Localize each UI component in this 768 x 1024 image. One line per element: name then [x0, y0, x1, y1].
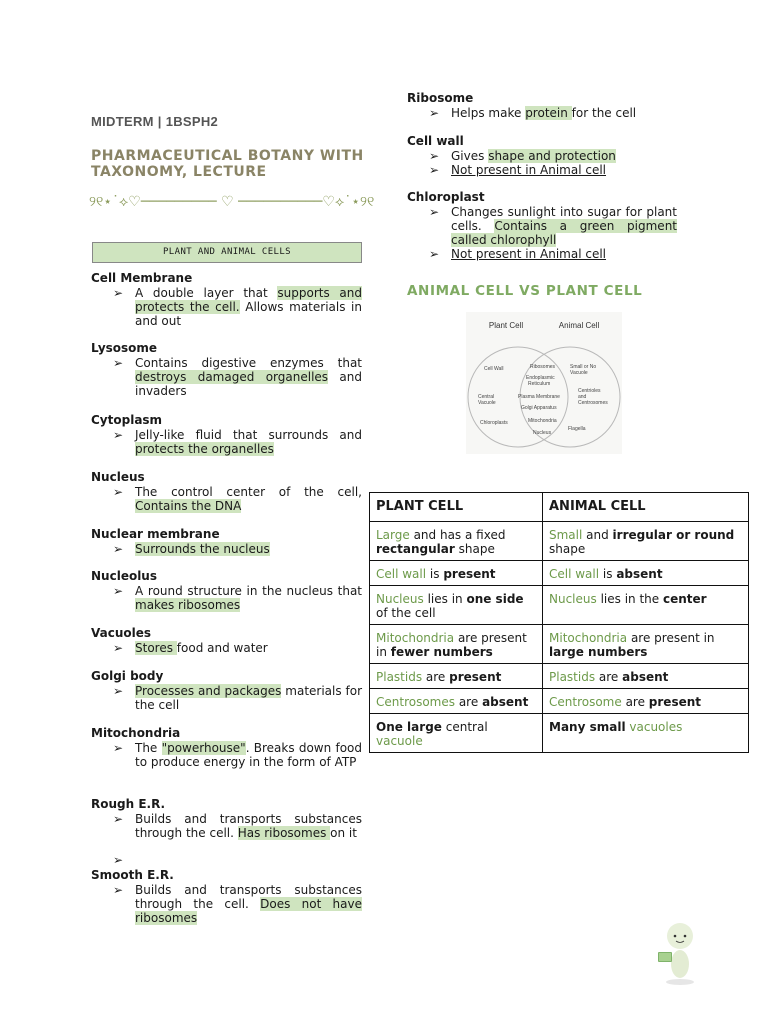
term-bullet — [429, 205, 677, 247]
course-title: PHARMACEUTICAL BOTANY WITH TAXONOMY, LECTURE — [91, 148, 364, 180]
animal-cell-cell: Cell wall is absent — [543, 561, 749, 586]
venn-title-animal: Animal Cell — [558, 321, 600, 330]
term-title: Nucleus — [91, 470, 145, 484]
venn-item-plant: Cell Wall — [484, 366, 504, 372]
term-description: Jelly-like fluid that surrounds and protects the organelles — [135, 428, 362, 456]
table-row — [370, 561, 749, 586]
venn-item-shared: Reticulum — [528, 381, 551, 387]
arrow-bullet-icon: ➢ — [429, 106, 440, 120]
term-description: A double layer that supports and protects the cell. Allows materials in and out — [135, 286, 362, 328]
term-block — [91, 271, 362, 328]
plant-cell-cell: One large central vacuole — [370, 714, 543, 753]
arrow-bullet-icon: ➢ — [113, 356, 124, 370]
term-title: Nucleolus — [91, 569, 157, 583]
term-title: Golgi body — [91, 669, 164, 683]
arrow-bullet-icon: ➢ — [113, 684, 124, 698]
term-title: Nuclear membrane — [91, 527, 220, 541]
term-bullet — [429, 106, 677, 120]
venn-item-shared: Ribosomes — [530, 364, 556, 370]
term-description: Gives shape and protection — [451, 149, 616, 163]
term-bullet — [113, 286, 362, 328]
table-row — [370, 586, 749, 625]
term-description: Builds and transports substances through the cell. Does not have ribosomes — [135, 883, 363, 925]
term-title: Vacuoles — [91, 626, 152, 640]
header-label: MIDTERM — [91, 114, 154, 129]
venn-title-plant: Plant Cell — [488, 321, 524, 330]
animal-cell-cell: Centrosome are present — [543, 689, 749, 714]
term-title: Chloroplast — [407, 190, 485, 204]
term-block — [91, 868, 362, 925]
arrow-bullet-icon: ➢ — [113, 853, 124, 867]
table-row — [370, 625, 749, 664]
term-title: Cell Membrane — [91, 271, 193, 285]
term-description: Helps make protein for the cell — [451, 106, 637, 120]
term-block — [91, 726, 362, 769]
term-block — [91, 413, 362, 456]
term-bullet — [113, 812, 362, 840]
term-bullet — [113, 356, 362, 398]
venn-item-animal: Vacuole — [570, 370, 588, 376]
animal-cell-cell: Nucleus lies in the center — [543, 586, 749, 625]
ornament-divider: ୨୧⋆˙⟡♡───────── ♡ ──────────♡⟡˙⋆୨୧ — [89, 194, 375, 210]
arrow-bullet-icon: ➢ — [429, 205, 440, 219]
mascot-icon — [650, 916, 710, 986]
plant-cell-cell: Nucleus lies in one side of the cell — [370, 586, 543, 625]
term-title: Smooth E.R. — [91, 868, 174, 882]
venn-item-shared: Nucleus — [533, 430, 552, 436]
term-description: Contains digestive enzymes that destroys damaged organelles and invaders — [135, 356, 362, 398]
term-bullet — [113, 883, 362, 925]
comparison-table — [369, 492, 749, 753]
term-bullet — [429, 149, 677, 163]
term-description: Builds and transports substances through the cell. Has ribosomes on it — [135, 812, 362, 840]
header-animal-cell: ANIMAL CELL — [543, 493, 749, 522]
venn-item-animal: Flagella — [568, 426, 586, 432]
plant-cell-cell: Large and has a fixed rectangular shape — [370, 522, 543, 561]
arrow-bullet-icon: ➢ — [113, 883, 124, 897]
table-row — [370, 522, 749, 561]
arrow-bullet-icon: ➢ — [113, 641, 124, 655]
venn-item-animal: Small or No — [570, 364, 597, 370]
plant-cell-cell: Plastids are present — [370, 664, 543, 689]
plant-cell-cell: Cell wall is present — [370, 561, 543, 586]
header-code: 1BSPH2 — [165, 114, 219, 129]
term-block — [91, 527, 362, 556]
term-title: Cell wall — [407, 134, 464, 148]
term-description: Stores food and water — [135, 641, 268, 655]
section-title: PLANT AND ANIMAL CELLS — [92, 242, 362, 263]
venn-item-animal: Centrioles — [578, 388, 601, 394]
term-block — [91, 669, 362, 712]
venn-item-animal: Centrosomes — [578, 400, 608, 406]
term-title: Rough E.R. — [91, 797, 166, 811]
term-block — [91, 470, 362, 513]
term-bullet — [429, 247, 677, 261]
empty-bullet — [91, 853, 362, 867]
term-block — [407, 190, 677, 261]
arrow-bullet-icon: ➢ — [113, 542, 124, 556]
animal-cell-cell: Small and irregular or round shape — [543, 522, 749, 561]
term-description: Changes sunlight into sugar for plant cells. Contains a green pigment called chlorophyll — [451, 205, 678, 247]
venn-item-plant: Vacuole — [478, 400, 496, 406]
term-bullet — [113, 542, 362, 556]
document-header — [91, 114, 218, 129]
term-description: The "powerhouse". Breaks down food to produce energy in the form of ATP — [135, 741, 362, 769]
arrow-bullet-icon: ➢ — [113, 812, 124, 826]
term-bullet — [113, 584, 362, 612]
term-block — [91, 626, 362, 655]
term-description: Not present in Animal cell — [451, 163, 607, 177]
header-separator: | — [157, 114, 162, 129]
arrow-bullet-icon: ➢ — [113, 741, 124, 755]
term-description: Processes and packages materials for the cell — [135, 684, 362, 712]
term-block — [91, 569, 362, 612]
term-title: Ribosome — [407, 91, 474, 105]
term-bullet — [113, 641, 362, 655]
header-plant-cell: PLANT CELL — [370, 493, 543, 522]
term-title: Lysosome — [91, 341, 158, 355]
term-title: Mitochondria — [91, 726, 181, 740]
venn-item-shared: Endoplasmic — [526, 375, 555, 381]
term-bullet — [113, 684, 362, 712]
term-block — [407, 91, 677, 120]
term-title: Cytoplasm — [91, 413, 163, 427]
term-block — [91, 797, 362, 840]
table-header-row — [370, 493, 749, 522]
table-row — [370, 689, 749, 714]
term-block — [91, 341, 362, 398]
arrow-bullet-icon: ➢ — [113, 428, 124, 442]
arrow-bullet-icon: ➢ — [113, 584, 124, 598]
term-description: Surrounds the nucleus — [135, 542, 270, 556]
arrow-bullet-icon: ➢ — [113, 286, 124, 300]
term-bullet — [113, 741, 362, 769]
term-description: A round structure in the nucleus that makes ribosomes — [135, 584, 362, 612]
venn-item-shared: Mitochondria — [528, 418, 557, 424]
animal-cell-cell: Many small vacuoles — [543, 714, 749, 753]
table-row — [370, 664, 749, 689]
comparison-heading: ANIMAL CELL VS PLANT CELL — [407, 283, 643, 299]
plant-cell-cell: Centrosomes are absent — [370, 689, 543, 714]
arrow-bullet-icon: ➢ — [113, 485, 124, 499]
term-description: The control center of the cell, Contains the DNA — [135, 485, 362, 513]
term-description: Not present in Animal cell — [451, 247, 607, 261]
arrow-bullet-icon: ➢ — [429, 163, 440, 177]
plant-cell-cell: Mitochondria are present in fewer numbers — [370, 625, 543, 664]
animal-cell-cell: Plastids are absent — [543, 664, 749, 689]
animal-cell-cell: Mitochondria are present in large numbers — [543, 625, 749, 664]
arrow-bullet-icon: ➢ — [429, 247, 440, 261]
arrow-bullet-icon: ➢ — [429, 149, 440, 163]
term-block — [407, 134, 677, 177]
venn-item-plant: Chloroplasts — [480, 420, 508, 426]
venn-diagram — [466, 312, 622, 454]
term-bullet — [429, 163, 677, 177]
table-row — [370, 714, 749, 753]
venn-item-shared: Plasma Membrane — [518, 394, 560, 400]
venn-item-plant: Central — [478, 394, 495, 400]
term-bullet — [113, 428, 362, 456]
term-bullet — [113, 485, 362, 513]
venn-item-animal: and — [578, 394, 587, 400]
venn-item-shared: Golgi Apparatus — [521, 405, 557, 411]
